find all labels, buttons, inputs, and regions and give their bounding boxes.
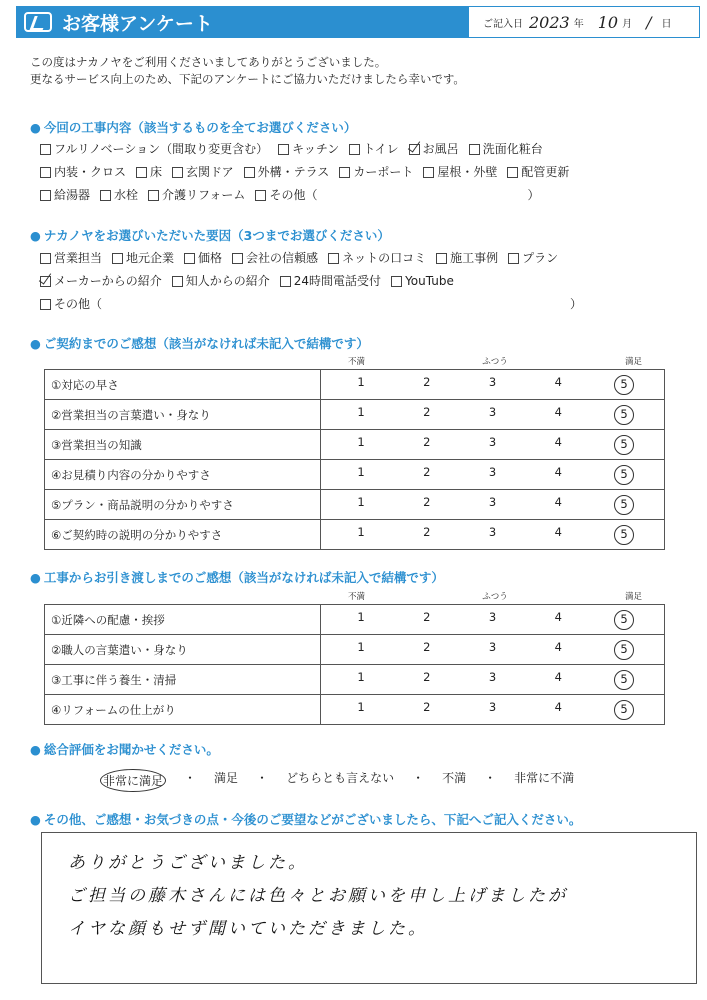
rating-option[interactable]: 1 (357, 494, 365, 509)
rating-row (45, 400, 665, 430)
rating-option[interactable]: 4 (554, 639, 562, 654)
header-bar (16, 6, 468, 38)
checkbox-icon[interactable] (508, 253, 519, 264)
rating-question: ⑥ご契約時の説明の分かりやすさ (45, 520, 321, 550)
rating-option[interactable]: 4 (554, 494, 562, 509)
checkbox-label: ネットの口コミ (342, 251, 427, 265)
scale-low-label: 不満 (348, 357, 366, 367)
overall-option[interactable]: 非常に不満 (514, 771, 575, 785)
option-row (40, 270, 582, 293)
checkbox-option[interactable] (40, 161, 126, 184)
checkbox-icon[interactable] (469, 144, 480, 155)
rating-option[interactable]: 2 (423, 699, 431, 714)
rating-scale (321, 695, 665, 725)
checkbox-label: 屋根・外壁 (437, 165, 498, 179)
checkbox-icon[interactable] (423, 167, 434, 178)
checkbox-option[interactable] (278, 138, 339, 161)
checkbox-label: カーポート (353, 165, 414, 179)
checkbox-icon[interactable] (349, 144, 360, 155)
checkbox-label: 24時間電話受付 (293, 274, 382, 288)
checkbox-option[interactable] (436, 247, 498, 270)
rating-options (321, 465, 664, 485)
rating-question: ⑤プラン・商品説明の分かりやすさ (45, 490, 321, 520)
overall-option[interactable]: 不満 (442, 771, 467, 785)
checkbox-option[interactable] (172, 270, 270, 293)
checkbox-option[interactable] (40, 247, 102, 270)
checkbox-option[interactable] (255, 184, 317, 207)
rating-scale (321, 635, 665, 665)
checkbox-icon[interactable] (136, 167, 147, 178)
contract-rating-table (44, 369, 665, 550)
rating-row (45, 460, 665, 490)
rating-option[interactable]: 1 (357, 524, 365, 539)
rating-option[interactable]: 4 (554, 404, 562, 419)
intro-text (30, 54, 465, 88)
rating-options (321, 525, 664, 545)
rating-option[interactable]: 1 (357, 404, 365, 419)
rating-scale (321, 400, 665, 430)
checkbox-icon[interactable] (280, 276, 291, 287)
rating-option[interactable]: 3 (488, 524, 497, 539)
rating-options (321, 375, 664, 395)
checkbox-option[interactable] (232, 247, 318, 270)
checkbox-icon[interactable] (40, 299, 51, 310)
checkbox-option[interactable] (280, 270, 381, 293)
rating-option[interactable]: 2 (423, 609, 431, 624)
rating-scale (321, 605, 665, 635)
rating-scale (321, 520, 665, 550)
checkbox-option[interactable] (244, 161, 330, 184)
checkbox-option[interactable] (40, 138, 268, 161)
comment-line-3: イヤな顔もせず聞いていただきました。 (68, 919, 428, 939)
overall-option-selected[interactable]: 非常に満足 (100, 769, 166, 792)
checkbox-icon[interactable] (507, 167, 518, 178)
rating-row (45, 635, 665, 665)
rating-option[interactable]: 4 (554, 374, 562, 389)
rating-option[interactable]: 1 (357, 464, 365, 479)
rating-option[interactable]: 1 (357, 609, 365, 624)
date-label: ご記入日 (483, 18, 523, 30)
checkbox-icon[interactable] (148, 190, 159, 201)
rating-question: ③工事に伴う養生・清掃 (45, 665, 321, 695)
rating-option-selected[interactable]: 5 (614, 405, 634, 425)
comments-box[interactable] (41, 832, 697, 984)
company-logo-icon (24, 12, 52, 32)
rating-question: ②職人の言葉遣い・身なり (45, 635, 321, 665)
option-row (40, 161, 579, 184)
rating-option[interactable]: 4 (554, 434, 562, 449)
reason-options (40, 247, 582, 316)
rating-option[interactable]: 2 (423, 374, 431, 389)
intro-line-1: この度はナカノヤをご利用くださいましてありがとうございました。 (30, 55, 387, 69)
rating-option[interactable]: 2 (423, 464, 431, 479)
rating-option-selected[interactable]: 5 (614, 610, 634, 630)
rating-scale (321, 490, 665, 520)
checkbox-label: 地元企業 (126, 251, 175, 265)
checkbox-icon[interactable] (100, 190, 111, 201)
checkbox-option[interactable] (172, 161, 234, 184)
rating-question: ③営業担当の知識 (45, 430, 321, 460)
checkbox-option[interactable] (391, 270, 454, 293)
rating-scale (321, 370, 665, 400)
checkbox-option[interactable] (40, 184, 90, 207)
rating-option[interactable]: 2 (423, 434, 431, 449)
rating-option-selected[interactable]: 5 (614, 465, 634, 485)
date-field[interactable] (468, 6, 700, 38)
checkbox-icon[interactable] (40, 253, 51, 264)
checkbox-label: 床 (150, 165, 163, 179)
rating-option[interactable]: 1 (357, 699, 365, 714)
rating-option[interactable]: 2 (423, 524, 431, 539)
separator-dot: ・ (484, 771, 497, 785)
section-title-work: ● 今回の工事内容（該当するものを全てお選びください） (30, 118, 356, 136)
rating-option[interactable]: 4 (554, 609, 562, 624)
section-title-comments: ● その他、ご感想・お気づきの点・今後のご要望などがございましたら、下記へご記入ください。 (30, 810, 581, 828)
rating-option-selected[interactable]: 5 (614, 640, 634, 660)
scale-header-construction (320, 590, 670, 602)
checkbox-label: 施工事例 (450, 251, 499, 265)
date-month: 10 (597, 12, 619, 32)
rating-option[interactable]: 1 (357, 639, 365, 654)
separator-dot: ・ (256, 771, 269, 785)
rating-option[interactable]: 2 (423, 404, 431, 419)
scale-mid-label: ふつう (482, 592, 508, 602)
rating-option[interactable]: 2 (423, 669, 431, 684)
checkbox-option[interactable] (507, 161, 569, 184)
scale-mid-label: ふつう (482, 357, 508, 367)
checkbox-option[interactable] (423, 161, 497, 184)
section-title-contract: ● ご契約までのご感想（該当がなければ未記入で結構です） (30, 334, 369, 352)
checkbox-label: メーカーからの紹介 (54, 274, 162, 288)
other-close-paren: ） (570, 297, 583, 311)
scale-low-label: 不満 (348, 592, 366, 602)
scale-header-contract (320, 355, 670, 367)
checkbox-option[interactable] (100, 184, 138, 207)
rating-question: ④リフォームの仕上がり (45, 695, 321, 725)
checkbox-label: お風呂 (422, 142, 459, 156)
checkbox-icon[interactable] (112, 253, 123, 264)
checkbox-icon[interactable] (172, 167, 183, 178)
rating-scale (321, 460, 665, 490)
rating-scale (321, 665, 665, 695)
rating-options (321, 610, 664, 630)
rating-option[interactable]: 2 (423, 639, 431, 654)
page-title: お客様アンケート (62, 12, 213, 35)
rating-question: ①対応の早さ (45, 370, 321, 400)
checkbox-icon[interactable] (244, 167, 255, 178)
checkbox-icon[interactable] (40, 167, 51, 178)
rating-option[interactable]: 3 (488, 374, 497, 389)
date-year: 2023 (529, 12, 570, 32)
rating-option[interactable]: 4 (554, 464, 562, 479)
checkbox-label: 外構・テラス (257, 165, 330, 179)
rating-option[interactable]: 1 (357, 669, 365, 684)
option-row (40, 247, 582, 270)
checkbox-icon[interactable] (339, 167, 350, 178)
rating-option[interactable]: 1 (357, 374, 365, 389)
rating-row (45, 695, 665, 725)
overall-options (104, 769, 592, 792)
checkbox-label: トイレ (363, 142, 399, 156)
date-year-label: 年 (573, 18, 584, 30)
section-title-reasons: ● ナカノヤをお選びいただいた要因（3つまでお選びください） (30, 226, 390, 244)
checkbox-icon[interactable] (391, 276, 402, 287)
checkbox-label: YouTube (405, 274, 454, 288)
option-row (40, 184, 579, 207)
checkbox-icon[interactable] (40, 144, 51, 155)
rating-option-selected[interactable]: 5 (614, 375, 634, 395)
checkbox-option[interactable] (328, 247, 426, 270)
checkbox-label: 給湯器 (54, 188, 91, 202)
comment-line-2: ご担当の藤木さんには色々とお願いを申し上げましたが (68, 886, 568, 906)
checkbox-icon[interactable] (328, 253, 339, 264)
checkbox-checked-icon[interactable] (40, 276, 51, 287)
rating-option[interactable]: 3 (488, 639, 497, 654)
checkbox-option[interactable] (469, 138, 543, 161)
checkbox-label: 洗面化粧台 (482, 142, 543, 156)
checkbox-label: 営業担当 (54, 251, 103, 265)
rating-option[interactable]: 4 (554, 669, 562, 684)
date-day-label: 日 (661, 18, 672, 30)
checkbox-option[interactable] (40, 270, 162, 293)
rating-option[interactable]: 3 (488, 669, 497, 684)
checkbox-label: 内装・クロス (54, 165, 127, 179)
rating-row (45, 430, 665, 460)
date-month-label: 月 (622, 18, 633, 30)
rating-option[interactable]: 2 (423, 494, 431, 509)
checkbox-option[interactable] (184, 247, 222, 270)
rating-row (45, 605, 665, 635)
comment-line-1: ありがとうございました。 (68, 853, 308, 873)
rating-question: ②営業担当の言葉遣い・身なり (45, 400, 321, 430)
checkbox-option[interactable] (112, 247, 174, 270)
rating-row (45, 370, 665, 400)
checkbox-icon[interactable] (40, 190, 51, 201)
rating-options (321, 405, 664, 425)
rating-options (321, 435, 664, 455)
other-close-paren: ） (527, 188, 540, 202)
option-row (40, 293, 582, 316)
separator-dot: ・ (184, 771, 197, 785)
checkbox-label: 会社の信頼感 (246, 251, 319, 265)
checkbox-option[interactable] (349, 138, 398, 161)
checkbox-label: キッチン (292, 142, 340, 156)
work-options (40, 138, 579, 207)
overall-option[interactable]: どちらとも言えない (286, 771, 395, 785)
checkbox-checked-icon[interactable] (409, 144, 420, 155)
rating-options (321, 640, 664, 660)
rating-option-selected[interactable]: 5 (614, 435, 634, 455)
checkbox-label: その他（ (54, 297, 103, 311)
rating-option[interactable]: 3 (488, 464, 497, 479)
rating-row (45, 490, 665, 520)
checkbox-icon[interactable] (436, 253, 447, 264)
scale-high-label: 満足 (624, 357, 642, 367)
rating-option[interactable]: 4 (554, 524, 562, 539)
rating-question: ④お見積り内容の分かりやすさ (45, 460, 321, 490)
rating-option[interactable]: 3 (488, 404, 497, 419)
checkbox-option[interactable] (148, 184, 245, 207)
option-row (40, 138, 579, 161)
checkbox-option[interactable] (339, 161, 413, 184)
date-day: / (646, 12, 652, 32)
rating-options (321, 700, 664, 720)
checkbox-label: その他（ (269, 188, 318, 202)
checkbox-label: 水栓 (114, 188, 139, 202)
rating-option-selected[interactable]: 5 (614, 670, 634, 690)
construction-rating-table (44, 604, 665, 725)
rating-row (45, 665, 665, 695)
checkbox-label: 知人からの紹介 (185, 274, 270, 288)
section-title-overall: ● 総合評価をお聞かせください。 (30, 740, 219, 758)
checkbox-icon[interactable] (232, 253, 243, 264)
rating-option-selected[interactable]: 5 (614, 495, 634, 515)
checkbox-label: フルリノベーション（間取り変更含む） (54, 142, 269, 156)
rating-scale (321, 430, 665, 460)
overall-option[interactable]: 満足 (214, 771, 239, 785)
checkbox-label: 玄関ドア (186, 165, 234, 179)
rating-option-selected[interactable]: 5 (614, 700, 634, 720)
rating-options (321, 670, 664, 690)
rating-option[interactable]: 1 (357, 434, 365, 449)
checkbox-option[interactable] (409, 138, 459, 161)
checkbox-label: 配管更新 (521, 165, 570, 179)
checkbox-label: 介護リフォーム (162, 188, 246, 202)
checkbox-option[interactable] (136, 161, 162, 184)
checkbox-label: プラン (522, 251, 559, 265)
rating-option[interactable]: 3 (488, 494, 497, 509)
rating-options (321, 495, 664, 515)
rating-question: ①近隣への配慮・挨拶 (45, 605, 321, 635)
rating-option[interactable]: 3 (488, 434, 497, 449)
rating-option[interactable]: 4 (554, 699, 562, 714)
checkbox-icon[interactable] (278, 144, 289, 155)
rating-option-selected[interactable]: 5 (614, 525, 634, 545)
checkbox-icon[interactable] (255, 190, 266, 201)
checkbox-option[interactable] (508, 247, 558, 270)
intro-line-2: 更なるサービス向上のため、下記のアンケートにご協力いただけましたら幸いです。 (30, 72, 465, 86)
checkbox-icon[interactable] (184, 253, 195, 264)
rating-option[interactable]: 3 (488, 699, 497, 714)
rating-option[interactable]: 3 (488, 609, 497, 624)
rating-row (45, 520, 665, 550)
separator-dot: ・ (412, 771, 425, 785)
checkbox-icon[interactable] (172, 276, 183, 287)
scale-high-label: 満足 (624, 592, 642, 602)
checkbox-option[interactable] (40, 293, 102, 316)
checkbox-label: 価格 (198, 251, 223, 265)
section-title-construction: ● 工事からお引き渡しまでのご感想（該当がなければ未記入で結構です） (30, 568, 444, 586)
